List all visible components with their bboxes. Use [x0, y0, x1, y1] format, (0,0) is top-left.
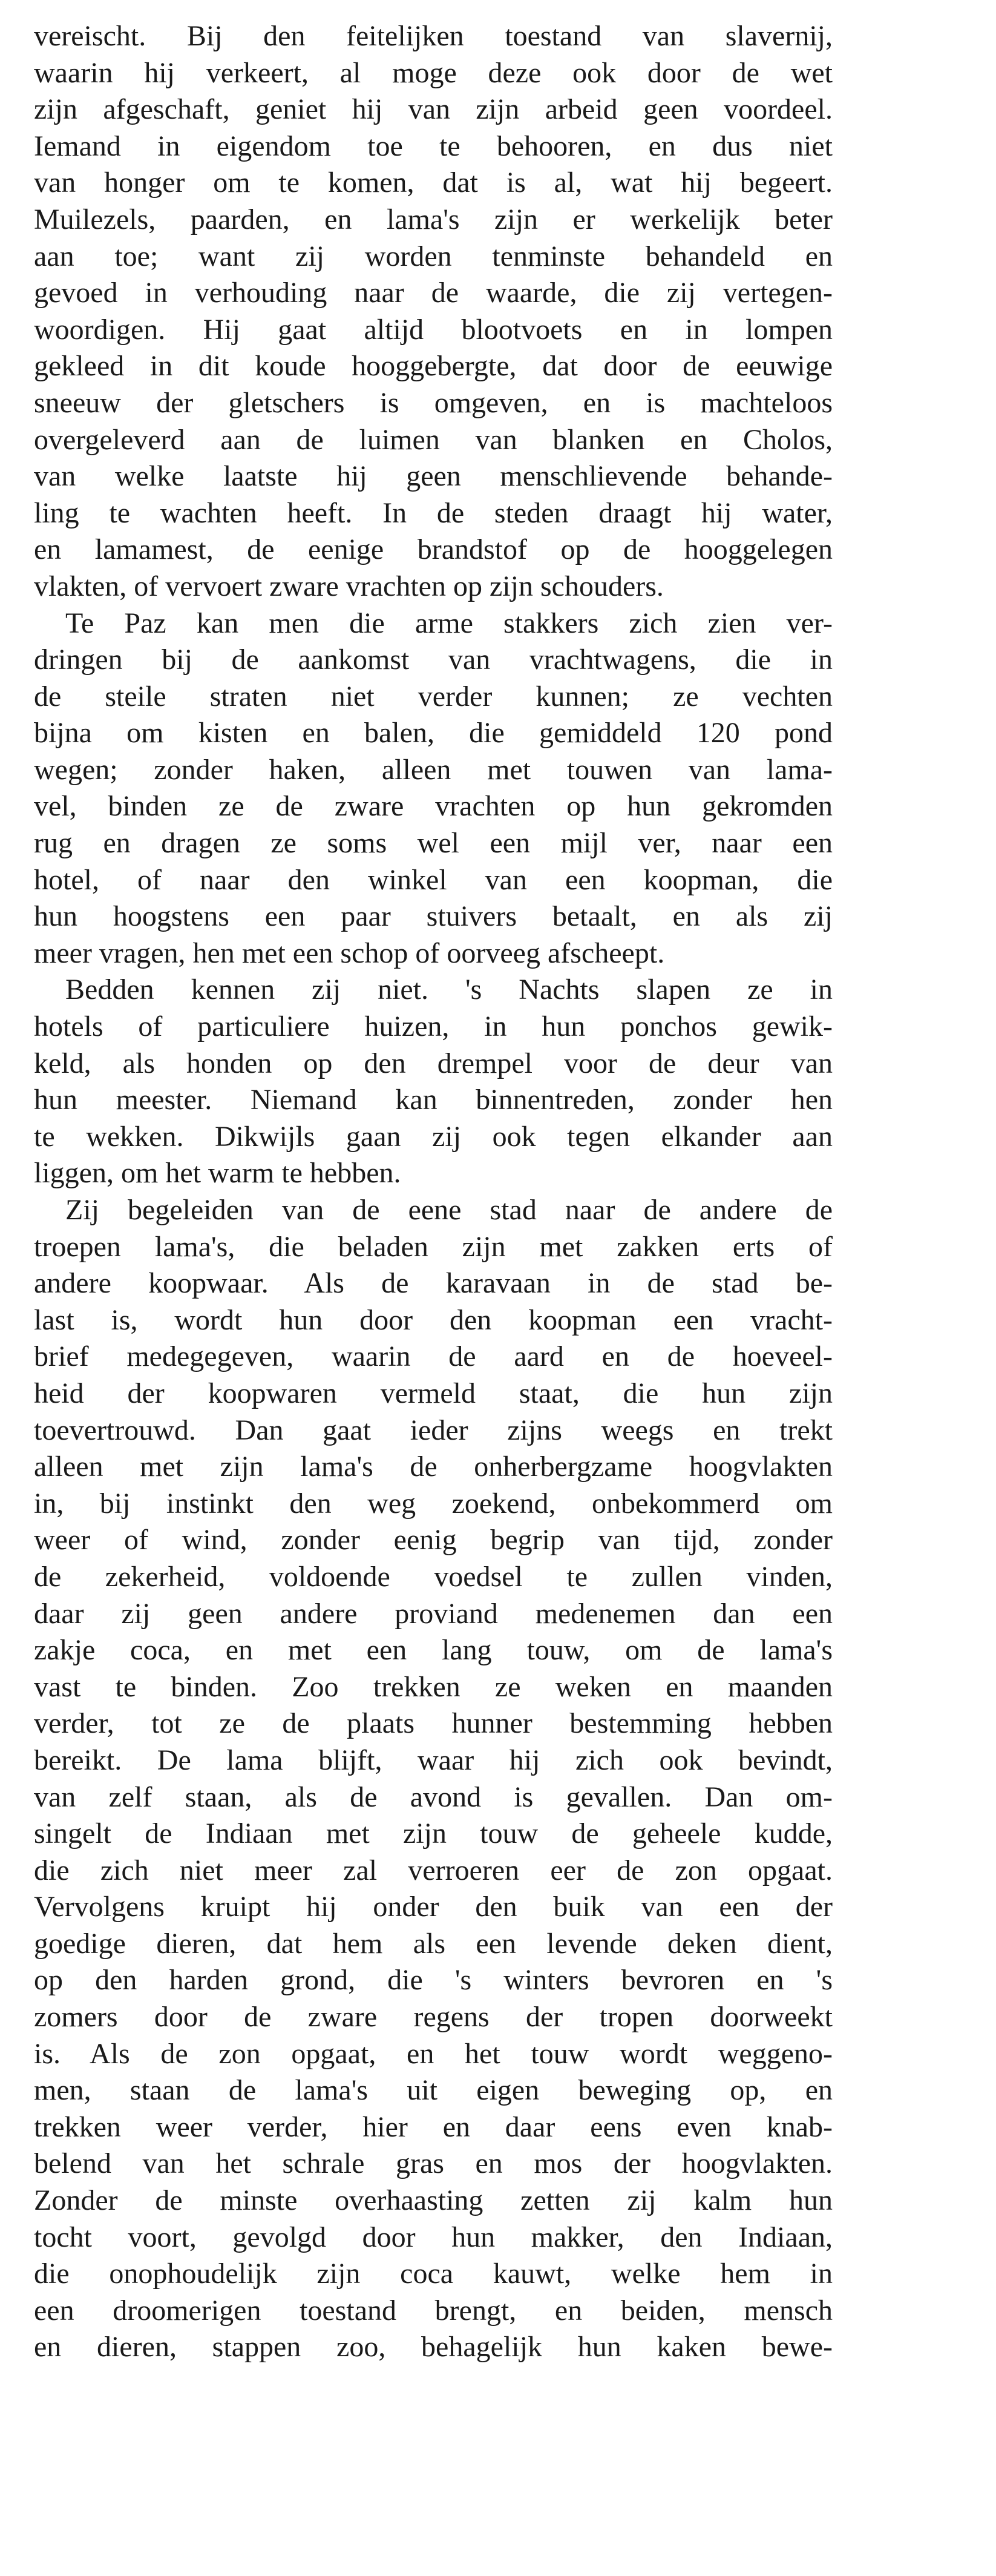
text-line: op den harden grond, die 's winters bevroren en 's: [34, 1964, 833, 1997]
text-line: van welke laatste hij geen menschlievende behande-: [34, 460, 833, 493]
text-line: dringen bij de aankomst van vrachtwagens, die in: [34, 644, 833, 676]
text-line: bijna om kisten en balen, die gemiddeld 120 pond: [34, 717, 833, 749]
text-line: Vervolgens kruipt hij onder den buik van een der: [34, 1891, 833, 1923]
text-line: zijn afgeschaft, geniet hij van zijn arbeid geen voordeel.: [34, 93, 833, 126]
text-line: andere koopwaar. Als de karavaan in de stad be-: [34, 1267, 833, 1300]
text-line: die onophoudelijk zijn coca kauwt, welke hem in: [34, 2258, 833, 2290]
text-line: in, bij instinkt den weg zoekend, onbekommerd om: [34, 1487, 833, 1520]
text-line: last is, wordt hun door den koopman een vracht-: [34, 1303, 833, 1336]
text-line: hotels of particuliere huizen, in hun ponchos gewik-: [34, 1010, 833, 1043]
text-line: daar zij geen andere proviand medenemen dan een: [34, 1597, 833, 1630]
text-line: hun meester. Niemand kan binnentreden, zonder hen: [34, 1084, 833, 1116]
body-text: [34, 18, 833, 2366]
text-line: overgeleverd aan de luimen van blanken en Cholos,: [34, 423, 833, 456]
text-line: woordigen. Hij gaat altijd blootvoets en in lompen: [34, 313, 833, 346]
text-line: keld, als honden op den drempel voor de deur van: [34, 1047, 833, 1079]
text-line: is. Als de zon opgaat, en het touw wordt weggeno-: [34, 2037, 833, 2070]
text-line: zomers door de zware regens der tropen doorweekt: [34, 2001, 833, 2034]
text-line: Zonder de minste overhaasting zetten zij kalm hun: [34, 2184, 833, 2217]
text-line: van zelf staan, als de avond is gevallen. Dan om-: [34, 1780, 833, 1813]
text-line: liggen, om het warm te hebben.: [34, 1157, 401, 1190]
text-line: belend van het schrale gras en mos der hoogvlakten.: [34, 2147, 833, 2180]
text-line: troepen lama's, die beladen zijn met zakken erts of: [34, 1230, 833, 1263]
text-line: singelt de Indiaan met zijn touw de geheele kudde,: [34, 1817, 833, 1850]
text-line: rug en dragen ze soms wel een mijl ver, naar een: [34, 827, 833, 860]
text-line: vereischt. Bij den feitelijken toestand van slavernij,: [34, 20, 833, 52]
text-line: en lamamest, de eenige brandstof op de hooggelegen: [34, 533, 833, 566]
text-line: en dieren, stappen zoo, behagelijk hun kaken bewe-: [34, 2331, 833, 2364]
text-line: Zij begeleiden van de eene stad naar de andere de: [65, 1194, 833, 1226]
text-line: vel, binden ze de zware vrachten op hun gekromden: [34, 790, 833, 823]
text-line: aan toe; want zij worden tenminste behandeld en: [34, 240, 833, 272]
text-line: vast te binden. Zoo trekken ze weken en maanden: [34, 1670, 833, 1703]
text-line: ling te wachten heeft. In de steden draagt hij water,: [34, 496, 833, 529]
paragraph: [34, 605, 833, 972]
text-line: gekleed in dit koude hooggebergte, dat door de eeuwige: [34, 350, 833, 383]
text-line: van honger om te komen, dat is al, wat hij begeert.: [34, 166, 833, 199]
text-line: tocht voort, gevolgd door hun makker, den Indiaan,: [34, 2221, 833, 2253]
text-line: Iemand in eigendom toe te behooren, en dus niet: [34, 130, 833, 162]
text-line: waarin hij verkeert, al moge deze ook door de wet: [34, 56, 833, 89]
text-line: zakje coca, en met een lang touw, om de lama's: [34, 1634, 833, 1667]
text-line: alleen met zijn lama's de onherbergzame hoogvlakten: [34, 1451, 833, 1483]
text-line: Bedden kennen zij niet. 's Nachts slapen ze in: [65, 973, 833, 1006]
text-line: die zich niet meer zal verroeren eer de zon opgaat.: [34, 1854, 833, 1886]
text-line: toevertrouwd. Dan gaat ieder zijns weegs en trekt: [34, 1414, 833, 1446]
paragraph: [34, 1192, 833, 2366]
text-line: te wekken. Dikwijls gaan zij ook tegen elkander aan: [34, 1120, 833, 1153]
text-line: hotel, of naar den winkel van een koopman, die: [34, 863, 833, 896]
text-line: Te Paz kan men die arme stakkers zich zien ver-: [65, 607, 833, 639]
text-line: verder, tot ze de plaats hunner bestemming hebben: [34, 1707, 833, 1740]
text-line: wegen; zonder haken, alleen met touwen van lama-: [34, 753, 833, 786]
text-line: brief medegegeven, waarin de aard en de hoeveel-: [34, 1340, 833, 1373]
text-line: heid der koopwaren vermeld staat, die hun zijn: [34, 1377, 833, 1409]
text-line: een droomerigen toestand brengt, en beiden, mensch: [34, 2294, 833, 2327]
text-line: men, staan de lama's uit eigen beweging op, en: [34, 2074, 833, 2107]
text-line: sneeuw der gletschers is omgeven, en is machteloos: [34, 386, 833, 419]
text-line: gevoed in verhouding naar de waarde, die zij vertegen-: [34, 277, 833, 309]
text-line: vlakten, of vervoert zware vrachten op zijn schouders.: [34, 570, 664, 602]
text-line: goedige dieren, dat hem als een levende deken dient,: [34, 1927, 833, 1960]
paragraph: [34, 972, 833, 1192]
text-line: Muilezels, paarden, en lama's zijn er werkelijk beter: [34, 203, 833, 236]
text-line: weer of wind, zonder eenig begrip van tijd, zonder: [34, 1524, 833, 1556]
text-line: de steile straten niet verder kunnen; ze vechten: [34, 680, 833, 713]
text-line: trekken weer verder, hier en daar eens even knab-: [34, 2110, 833, 2143]
paragraph: [34, 18, 833, 605]
text-line: de zekerheid, voldoende voedsel te zullen vinden,: [34, 1560, 833, 1593]
text-line: hun hoogstens een paar stuivers betaalt, en als zij: [34, 900, 833, 933]
text-line: bereikt. De lama blijft, waar hij zich ook bevindt,: [34, 1744, 833, 1776]
text-line: meer vragen, hen met een schop of oorveeg afscheept.: [34, 937, 665, 969]
